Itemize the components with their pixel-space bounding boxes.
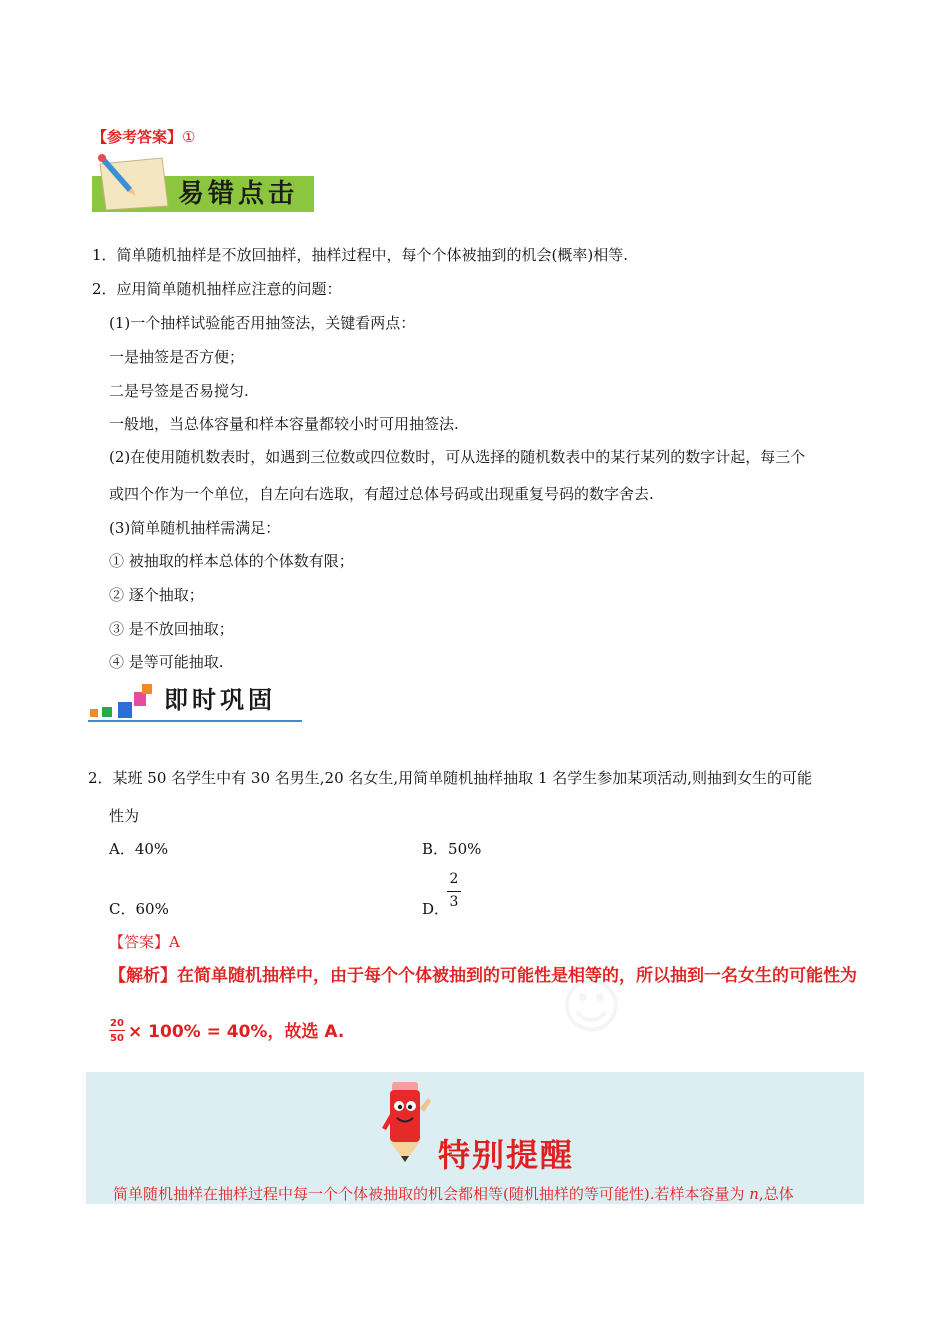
reference-answer [92,127,195,147]
banner-title: 即时巩固 [164,686,276,714]
point-2-1-b: 二是号签是否易搅匀. [109,382,249,400]
pencil-mascot-icon [378,1078,434,1168]
explanation-label: 【解析】 [109,966,177,986]
fraction-denominator: 3 [449,894,459,910]
option-a: A．40% [109,840,169,858]
tip-text-prefix: 简单随机抽样在抽样过程中每一个个体被抽取的机会都相等(随机抽样的等可能性).若样本容量为 [113,1185,750,1203]
answer [109,932,180,952]
fraction-numerator: 20 [110,1018,124,1029]
watermark: ☺ [560,972,623,1042]
tip-title: 特别提醒 [438,1136,575,1174]
banner-title: 易错点击 [178,179,299,209]
condition-3: ③ 是不放回抽取； [109,620,234,638]
reference-answer-value: ① [182,128,196,146]
practice-banner [88,680,302,724]
fraction-bar [109,1030,125,1031]
point-2-1: (1)一个抽样试验能否用抽签法，关键看两点： [109,314,416,332]
answer-label: 【答案】 [109,933,170,951]
tip-text [113,1184,794,1204]
point-2-1-c: 一般地，当总体容量和样本容量都较小时可用抽签法. [109,415,459,433]
fraction-numerator: 2 [449,871,459,887]
point-1: 1．简单随机抽样是不放回抽样，抽样过程中，每个个体被抽到的机会(概率)相等. [92,246,629,264]
question-line-1: 2．某班 50 名学生中有 30 名男生,20 名女生,用简单随机抽样抽取 1 名学生参加某项活动,则抽到女生的可能 [88,769,813,787]
point-2-3: (3)简单随机抽样需满足： [109,519,281,537]
fraction-bar [447,891,461,892]
fraction-denominator: 50 [110,1033,124,1044]
option-d-prefix: D． [422,900,450,918]
error-prone-banner [92,152,314,214]
explanation-line-1 [109,966,857,986]
tip-variable-n: n [749,1185,759,1203]
tip-text-suffix: ,总体 [758,1185,794,1203]
point-2: 2．应用简单随机抽样应注意的问题： [92,280,342,298]
explanation-text: 在简单随机抽样中，由于每个个体被抽到的可能性是相等的，所以抽到一名女生的可能性为 [177,966,857,986]
explanation-result: × 100% = 40%，故选 A. [128,1022,345,1042]
point-2-2-line1: (2)在使用随机数表时，如遇到三位数或四位数时，可从选择的随机数表中的某行某列的数字计起，每三个 [109,448,806,466]
point-2-1-a: 一是抽签是否方便； [109,348,245,366]
point-2-2-line2: 或四个作为一个单位，自左向右选取，有超过总体号码或出现重复号码的数字舍去. [109,485,654,503]
option-b: B．50% [422,840,482,858]
condition-1: ① 被抽取的样本总体的个体数有限； [109,552,354,570]
condition-2: ② 逐个抽取； [109,586,204,604]
condition-4: ④ 是等可能抽取. [109,653,224,671]
option-c: C．60% [109,900,169,918]
reference-answer-label: 【参考答案】 [92,128,183,146]
answer-value: A [169,933,180,951]
question-line-2: 性为 [109,807,140,825]
special-reminder-box [86,1072,864,1204]
